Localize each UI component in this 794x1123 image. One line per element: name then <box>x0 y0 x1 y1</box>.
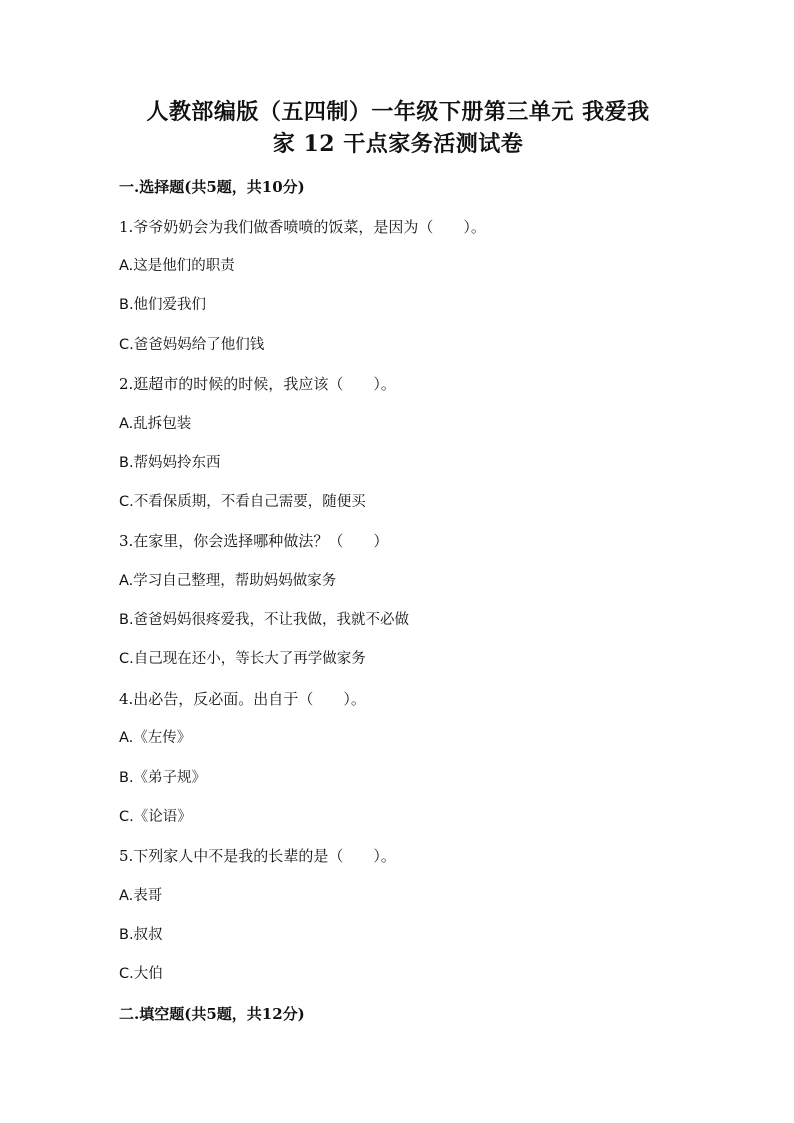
section-heading-fill-blank: 二.填空题(共5题，共12分) <box>119 1005 305 1023</box>
question-5-option-c: C.大伯 <box>119 966 163 982</box>
question-4-option-c: C.《论语》 <box>119 809 192 825</box>
question-5-option-b: B.叔叔 <box>119 927 163 943</box>
doc-title-line-1: 人教部编版（五四制）一年级下册第三单元 我爱我 <box>146 99 650 125</box>
question-3-option-c: C.自己现在还小，等长大了再学做家务 <box>119 651 366 667</box>
question-5-option-a: A.表哥 <box>119 888 163 904</box>
question-4-option-b: B.《弟子规》 <box>119 770 207 786</box>
question-3-stem: 3.在家里，你会选择哪种做法？（ ） <box>119 532 389 550</box>
question-1-option-b: B.他们爱我们 <box>119 297 207 313</box>
question-3-option-a: A.学习自己整理，帮助妈妈做家务 <box>119 573 337 589</box>
question-2-stem: 2.逛超市的时候的时候，我应该（ ）。 <box>119 375 396 393</box>
question-4-stem: 4.出必告，反必面。出自于（ ）。 <box>119 690 366 708</box>
doc-title-line-2: 家 12 干点家务活测试卷 <box>272 131 524 157</box>
question-2-option-a: A.乱拆包装 <box>119 416 192 432</box>
question-2-option-c: C.不看保质期，不看自己需要，随便买 <box>119 494 366 510</box>
question-1-option-a: A.这是他们的职责 <box>119 258 235 274</box>
question-5-stem: 5.下列家人中不是我的长辈的是（ ）。 <box>119 847 396 865</box>
section-heading-choice: 一.选择题(共5题，共10分) <box>119 178 305 196</box>
question-3-option-b: B.爸爸妈妈很疼爱我，不让我做，我就不必做 <box>119 612 410 628</box>
question-4-option-a: A.《左传》 <box>119 730 192 746</box>
question-2-option-b: B.帮妈妈拎东西 <box>119 455 221 471</box>
question-1-stem: 1.爷爷奶奶会为我们做香喷喷的饭菜，是因为（ ）。 <box>119 218 486 236</box>
question-1-option-c: C.爸爸妈妈给了他们钱 <box>119 337 265 353</box>
